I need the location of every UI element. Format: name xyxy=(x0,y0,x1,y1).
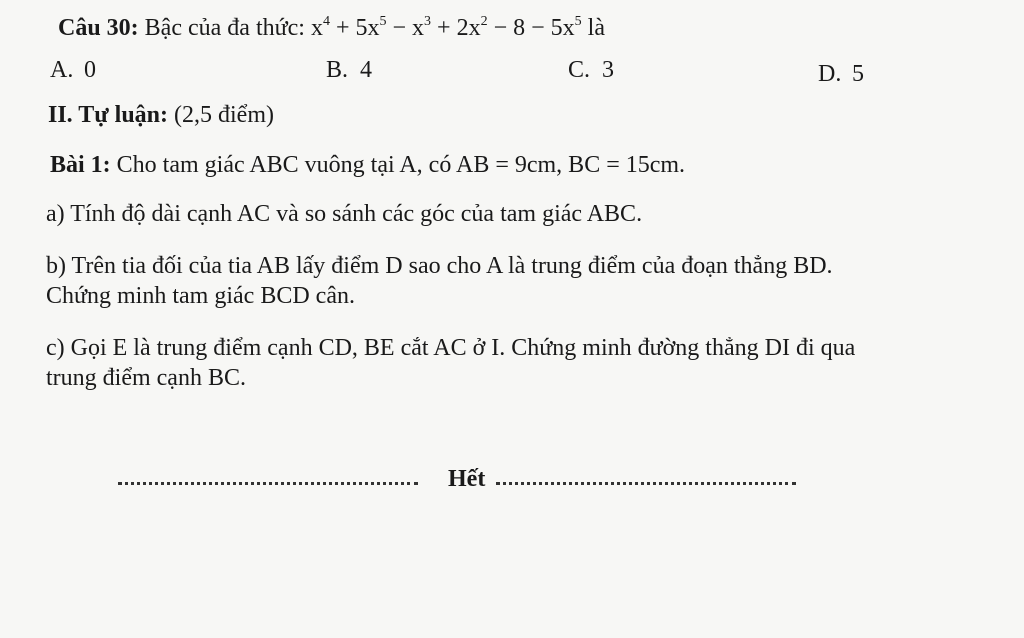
problem-label: Bài 1: xyxy=(50,152,111,178)
part-c-line-1: c) Gọi E là trung điểm cạnh CD, BE cắt AC ở I. Chứng minh đường thẳng DI đi qua xyxy=(46,335,856,361)
problem-1 xyxy=(50,151,685,179)
question-suffix: là xyxy=(587,15,605,41)
option-b: B. 4 xyxy=(326,57,372,83)
dotted-line-left xyxy=(118,482,418,485)
part-c-line-2: trung điểm cạnh BC. xyxy=(46,365,246,391)
question-label: Câu 30: xyxy=(58,15,139,41)
section-title: II. Tự luận: xyxy=(48,102,169,128)
part-b-line-2: Chứng minh tam giác BCD cân. xyxy=(46,283,355,309)
end-marker xyxy=(118,466,800,496)
question-30 xyxy=(58,14,605,42)
polynomial: $x^4 + 5x^5 - x^3 + 2x^2 - 8 - 5x^5$ xyxy=(310,14,582,41)
section-heading xyxy=(48,101,274,129)
part-a: a) Tính độ dài cạnh AC và so sánh các góc của tam giác ABC. xyxy=(46,201,643,227)
option-a: A. 0 xyxy=(50,57,96,83)
option-d: D. 5 xyxy=(818,61,864,87)
question-prompt: Bậc của đa thức: xyxy=(144,15,305,41)
section-points: (2,5 điểm) xyxy=(168,102,274,128)
end-label: Hết xyxy=(448,466,486,492)
part-b-line-1: b) Trên tia đối của tia AB lấy điểm D sao cho A là trung điểm của đoạn thẳng BD. xyxy=(46,253,833,279)
dotted-line-right xyxy=(496,482,796,485)
problem-text: Cho tam giác ABC vuông tại A, có AB = 9cm, BC = 15cm. xyxy=(110,152,686,178)
option-c: C. 3 xyxy=(568,57,614,83)
